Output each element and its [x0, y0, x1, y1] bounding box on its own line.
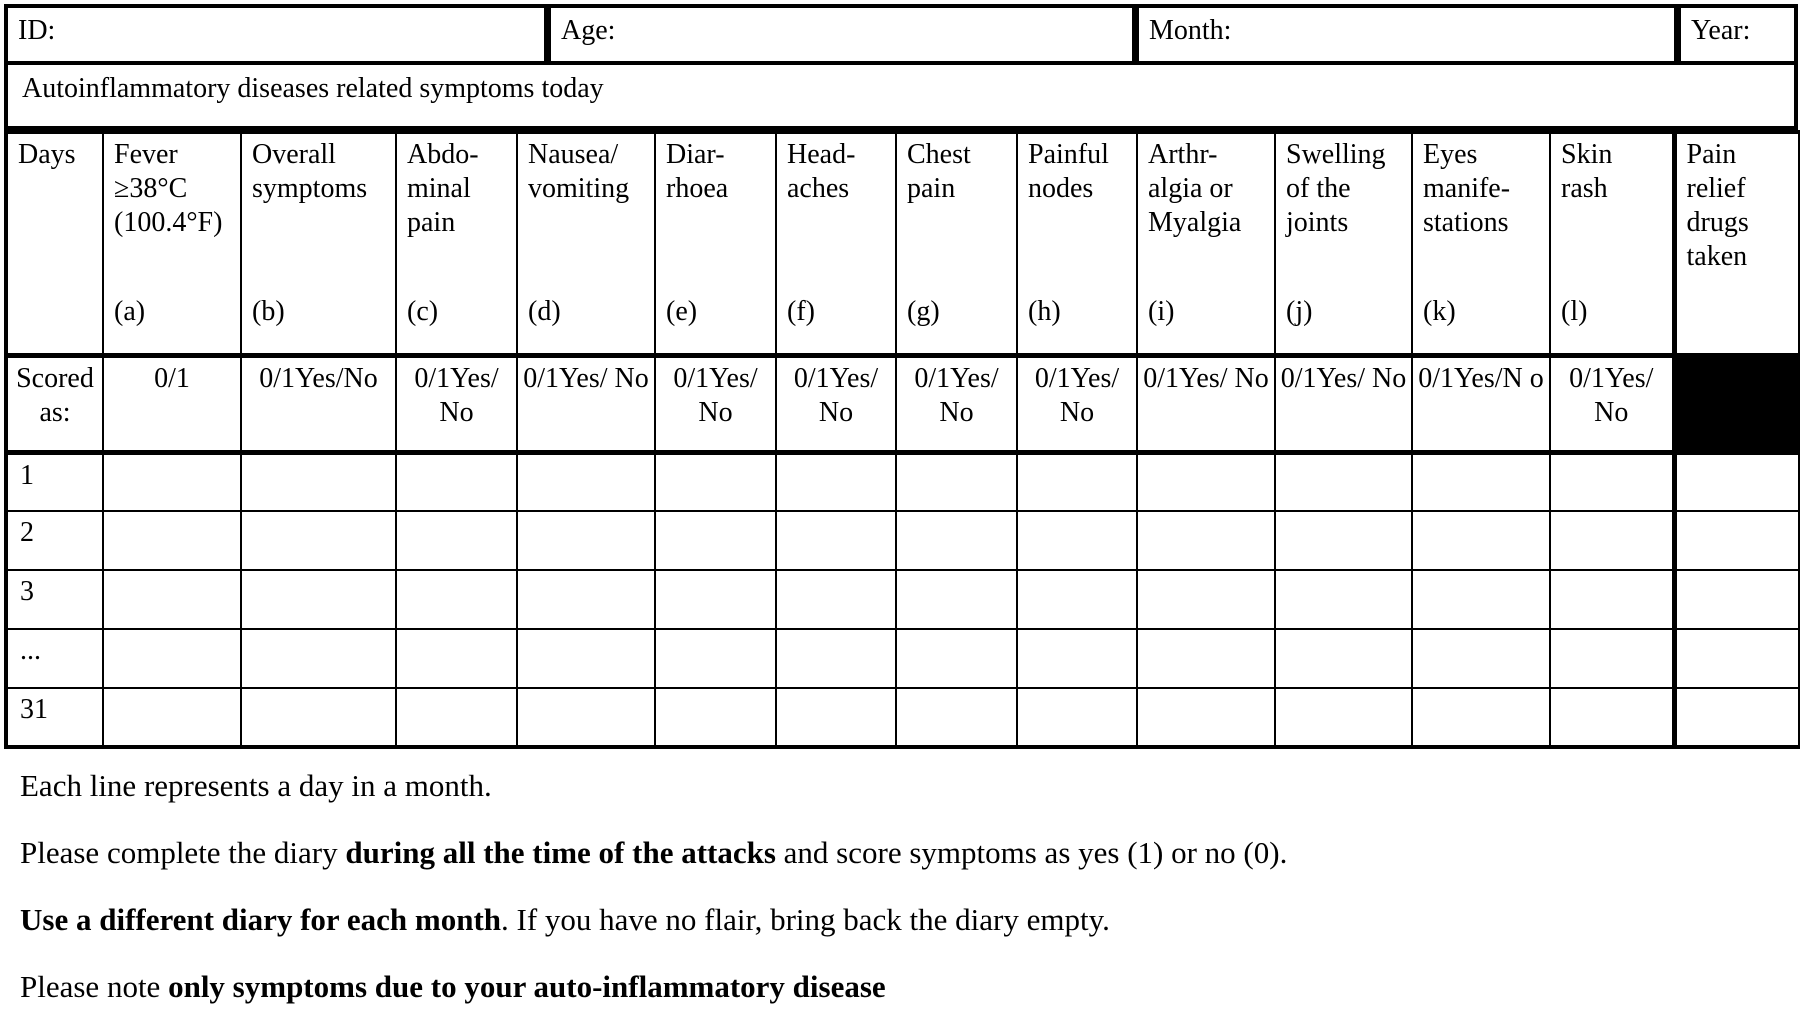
id-label: ID: [18, 15, 56, 46]
score-swelling: 0/1Yes/ No [1275, 355, 1412, 452]
day-row [6, 570, 1800, 629]
age-label: Age: [561, 15, 616, 46]
score-overall: 0/1Yes/No [241, 355, 396, 452]
day-row [6, 511, 1800, 570]
entry-cell[interactable] [1674, 452, 1800, 511]
entry-cell[interactable] [896, 511, 1017, 570]
entry-cell[interactable] [776, 570, 896, 629]
scored-as-row [6, 355, 1800, 452]
entry-cell[interactable] [1275, 570, 1412, 629]
entry-cell[interactable] [517, 452, 655, 511]
column-header-days [6, 132, 103, 355]
column-header-eyes [1412, 132, 1550, 355]
instruction-emphasis: during all the time of the attacks [345, 835, 776, 870]
instruction-line-4 [20, 971, 886, 1002]
entry-cell[interactable] [1412, 511, 1550, 570]
column-header-headaches [776, 132, 896, 355]
entry-cell[interactable] [396, 629, 517, 688]
score-skin: 0/1Yes/ No [1550, 355, 1674, 452]
entry-cell[interactable] [517, 511, 655, 570]
entry-cell[interactable] [1017, 570, 1137, 629]
chest-label: Chest pain [907, 139, 971, 204]
skin-letter: (l) [1561, 296, 1588, 327]
entry-cell[interactable] [241, 570, 396, 629]
entry-cell[interactable] [1137, 570, 1275, 629]
day-number: 31 [6, 688, 103, 747]
entry-cell[interactable] [241, 629, 396, 688]
column-header-fever [103, 132, 241, 355]
score-pain-relief-blackout [1674, 355, 1800, 452]
column-header-abdominal [396, 132, 517, 355]
entry-cell[interactable] [241, 452, 396, 511]
entry-cell[interactable] [517, 629, 655, 688]
entry-cell[interactable] [896, 629, 1017, 688]
score-eyes: 0/1Yes/N o [1412, 355, 1550, 452]
entry-cell[interactable] [1412, 452, 1550, 511]
entry-cell[interactable] [1017, 629, 1137, 688]
nausea-label: Nausea/ vomiting [528, 139, 630, 204]
entry-cell[interactable] [655, 629, 776, 688]
entry-cell[interactable] [241, 688, 396, 747]
score-nodes: 0/1Yes/ No [1017, 355, 1137, 452]
entry-cell[interactable] [1275, 629, 1412, 688]
overall-label: Overall symptoms [252, 139, 368, 204]
column-header-swelling [1275, 132, 1412, 355]
entry-cell[interactable] [1275, 452, 1412, 511]
entry-cell[interactable] [1412, 629, 1550, 688]
entry-cell[interactable] [1674, 688, 1800, 747]
score-abdominal: 0/1Yes/ No [396, 355, 517, 452]
column-header-nausea [517, 132, 655, 355]
entry-cell[interactable] [396, 570, 517, 629]
id-field-box[interactable] [4, 4, 548, 65]
column-header-pain-relief [1674, 132, 1800, 355]
entry-cell[interactable] [776, 629, 896, 688]
entry-cell[interactable] [1412, 570, 1550, 629]
entry-cell[interactable] [1137, 629, 1275, 688]
entry-cell[interactable] [517, 570, 655, 629]
entry-cell[interactable] [1137, 511, 1275, 570]
entry-cell[interactable] [1017, 452, 1137, 511]
headaches-letter: (f) [787, 296, 815, 327]
arthralgia-label: Arthr-algia or Myalgia [1148, 139, 1242, 238]
nodes-label: Painful nodes [1028, 139, 1109, 204]
entry-cell[interactable] [1412, 688, 1550, 747]
column-header-chest [896, 132, 1017, 355]
entry-cell[interactable] [896, 688, 1017, 747]
diary-table [4, 130, 1800, 749]
day-number: ... [6, 629, 103, 688]
entry-cell[interactable] [1550, 452, 1674, 511]
arthralgia-letter: (i) [1148, 296, 1175, 327]
entry-cell[interactable] [776, 511, 896, 570]
age-field-box[interactable] [546, 4, 1136, 65]
day-number: 1 [6, 452, 103, 511]
day-row [6, 629, 1800, 688]
score-fever: 0/1 [103, 355, 241, 452]
instruction-line-1 [20, 770, 492, 801]
header-row [6, 132, 1800, 355]
entry-cell[interactable] [1674, 511, 1800, 570]
entry-cell[interactable] [241, 511, 396, 570]
entry-cell[interactable] [517, 688, 655, 747]
entry-cell[interactable] [776, 688, 896, 747]
entry-cell[interactable] [655, 688, 776, 747]
entry-cell[interactable] [896, 452, 1017, 511]
overall-letter: (b) [252, 296, 285, 327]
skin-label: Skin rash [1561, 139, 1613, 204]
column-header-arthralgia [1137, 132, 1275, 355]
entry-cell[interactable] [1550, 570, 1674, 629]
form-title: Autoinflammatory diseases related symptoms today [4, 65, 1798, 130]
column-header-diarrhoea [655, 132, 776, 355]
entry-cell[interactable] [1275, 511, 1412, 570]
score-headaches: 0/1Yes/ No [776, 355, 896, 452]
instruction-text: Please complete the diary [20, 835, 346, 870]
days-label: Days [18, 139, 76, 170]
entry-cell[interactable] [1550, 511, 1674, 570]
entry-cell[interactable] [1550, 629, 1674, 688]
entry-cell[interactable] [103, 511, 241, 570]
scored-as-label: Scored as: [6, 355, 103, 452]
diarrhoea-letter: (e) [666, 296, 698, 327]
entry-cell[interactable] [1137, 452, 1275, 511]
nodes-letter: (h) [1028, 296, 1061, 327]
entry-cell[interactable] [396, 688, 517, 747]
instruction-line-3 [20, 904, 1110, 935]
entry-cell[interactable] [396, 511, 517, 570]
entry-cell[interactable] [655, 570, 776, 629]
instruction-emphasis: Use a different diary for each month [20, 902, 502, 937]
entry-cell[interactable] [776, 452, 896, 511]
nausea-letter: (d) [528, 296, 561, 327]
chest-letter: (g) [907, 296, 940, 327]
instruction-text: and score symptoms as yes (1) or no (0). [775, 835, 1288, 870]
score-chest: 0/1Yes/ No [896, 355, 1017, 452]
entry-cell[interactable] [655, 452, 776, 511]
eyes-label: Eyes manife-stations [1423, 139, 1511, 238]
instruction-text: Each line represents a day in a month. [20, 768, 492, 803]
entry-cell[interactable] [1017, 688, 1137, 747]
instruction-line-2 [20, 837, 1287, 868]
year-field-box[interactable] [1676, 4, 1798, 65]
score-nausea: 0/1Yes/ No [517, 355, 655, 452]
entry-cell[interactable] [103, 688, 241, 747]
fever-label: Fever ≥38°C (100.4°F) [114, 139, 223, 238]
score-arthralgia: 0/1Yes/ No [1137, 355, 1275, 452]
diarrhoea-label: Diar-rhoea [666, 139, 729, 204]
entry-cell[interactable] [103, 452, 241, 511]
pain-relief-label: Pain relief drugs taken [1686, 139, 1749, 272]
entry-cell[interactable] [103, 629, 241, 688]
instruction-text: . If you have no flair, bring back the diary empty. [501, 902, 1110, 937]
month-label: Month: [1149, 15, 1232, 46]
abdominal-label: Abdo-minal pain [407, 139, 479, 238]
entry-cell[interactable] [1275, 688, 1412, 747]
column-header-overall [241, 132, 396, 355]
swelling-letter: (j) [1286, 296, 1313, 327]
column-header-skin [1550, 132, 1674, 355]
entry-cell[interactable] [1550, 688, 1674, 747]
entry-cell[interactable] [396, 452, 517, 511]
entry-cell[interactable] [896, 570, 1017, 629]
instruction-text: Please note [20, 969, 169, 1004]
day-row [6, 452, 1800, 511]
instruction-emphasis: only symptoms due to your auto-inflammatory disease [168, 969, 886, 1004]
entry-cell[interactable] [1137, 688, 1275, 747]
eyes-letter: (k) [1423, 296, 1456, 327]
day-number: 3 [6, 570, 103, 629]
headaches-label: Head-aches [787, 139, 856, 204]
year-label: Year: [1691, 15, 1751, 46]
month-field-box[interactable] [1134, 4, 1678, 65]
swelling-label: Swelling of the joints [1286, 139, 1386, 238]
score-diarrhoea: 0/1Yes/ No [655, 355, 776, 452]
entry-cell[interactable] [655, 511, 776, 570]
day-row [6, 688, 1800, 747]
entry-cell[interactable] [1674, 570, 1800, 629]
fever-letter: (a) [114, 296, 146, 327]
column-header-nodes [1017, 132, 1137, 355]
abdominal-letter: (c) [407, 296, 439, 327]
entry-cell[interactable] [1017, 511, 1137, 570]
entry-cell[interactable] [103, 570, 241, 629]
entry-cell[interactable] [1674, 629, 1800, 688]
day-number: 2 [6, 511, 103, 570]
